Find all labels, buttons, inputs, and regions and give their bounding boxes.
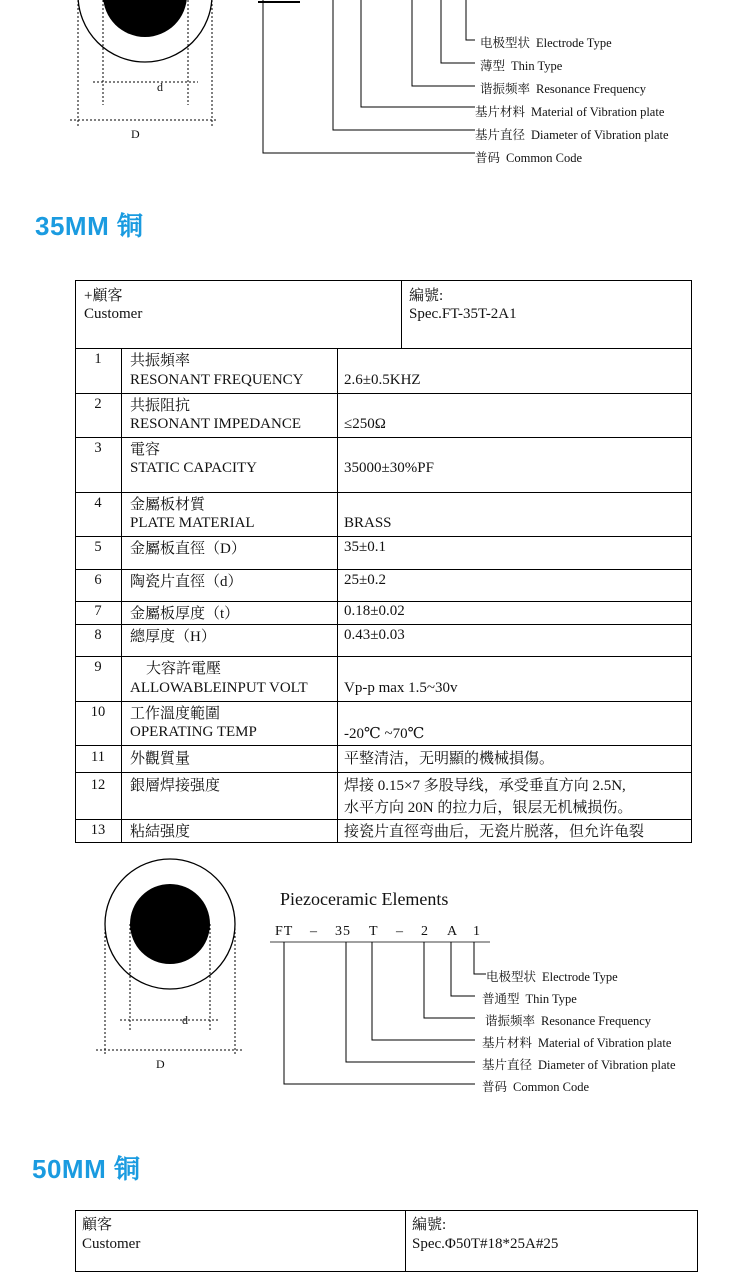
piezo-title: Piezoceramic Elements: [280, 889, 449, 909]
top-legend-diameter: 基片直径 Diameter of Vibration plate: [475, 128, 669, 142]
header-divider: [405, 1211, 406, 1271]
spec-table-50mm: [75, 1210, 698, 1272]
piezo-legend-common: 普码 Common Code: [482, 1080, 590, 1094]
pn-size: 35: [335, 924, 351, 939]
piezo-legend-resonance: 谐振频率 Resonance Frequency: [485, 1014, 652, 1028]
section-heading-50mm: 50MM 铜: [32, 1154, 141, 1184]
pn-freq: 2: [421, 924, 429, 939]
header-divider: [401, 281, 402, 348]
top-small-d-label: d: [157, 80, 163, 94]
top-legend-resonance: 谐振频率 Resonance Frequency: [480, 82, 647, 96]
pn-material: A: [447, 924, 459, 939]
spec-cn-label: 編號:: [409, 288, 444, 304]
customer-cn-label: +顧客: [84, 288, 123, 304]
top-disc-diagram: [0, 0, 750, 200]
spec-table-35mm: +顧客 Customer 編號: Spec.FT-35T-2A1 1 共振頻率 RESONANT FREQUENCY 2.6±0.5KHZ 2 共振阻抗 RESONANT IMPEDANCE ≤250Ω 3 電容 STATIC CAPACITY 35000±30%PF 4 金屬板材質 PLATE MATERIAL BRASS 5 金屬板直徑（D） 35±0.1 6 陶瓷片直徑（d） 25±0.2 7 金屬板厚度（t） 0.18±0.02 8 總厚度（H） 0.43±0.03 9 大容許電壓 ALLOWABLEINPUT VOLT Vp-p max 1.5~30v 10 工作溫度範圍 OPERATING TEMP -20℃ ~70℃ 11 外觀質量 平整清洁，无明顯的機械損傷。 12 銀層焊接强度 焊接 0.15×7 多股导线，承受垂直方向 2.5N, 水平方向 20N 的拉力后，银层无机械损伤。 13 粘結强度 接瓷片直徑弯曲后，无瓷片脱落，但允许龟裂: [75, 280, 692, 843]
pn-series: FT: [275, 924, 294, 939]
spec-number: Spec.FT-35T-2A1: [409, 306, 517, 322]
spec-cn-label: 編號:: [412, 1217, 447, 1233]
piezo-small-d-label: d: [182, 1013, 188, 1027]
piezo-legend-thin: 普通型 Thin Type: [482, 992, 577, 1006]
piezo-legend-material: 基片材料 Material of Vibration plate: [482, 1036, 672, 1050]
top-big-d-label: D: [131, 127, 140, 141]
pn-type: T: [369, 924, 379, 939]
top-legend-common: 普码 Common Code: [475, 151, 583, 165]
piezo-big-d-label: D: [156, 1057, 165, 1071]
piezo-legend-electrode: 电极型状 Electrode Type: [486, 970, 618, 984]
section-heading-35mm: 35MM 铜: [35, 211, 144, 241]
top-legend-thin: 薄型 Thin Type: [480, 59, 563, 73]
customer-en-label: Customer: [82, 1236, 141, 1252]
customer-cn-label: 顧客: [82, 1217, 113, 1233]
pn-electrode: 1: [473, 924, 481, 939]
spec-number: Spec.Φ50T#18*25A#25: [412, 1236, 559, 1252]
pn-dash-2: –: [396, 924, 404, 939]
top-legend-material: 基片材料 Material of Vibration plate: [475, 105, 665, 119]
customer-en-label: Customer: [84, 306, 143, 322]
pn-dash-1: –: [310, 924, 318, 939]
piezo-legend-diameter: 基片直径 Diameter of Vibration plate: [482, 1058, 676, 1072]
top-legend-electrode: 电极型状 Electrode Type: [480, 36, 612, 50]
